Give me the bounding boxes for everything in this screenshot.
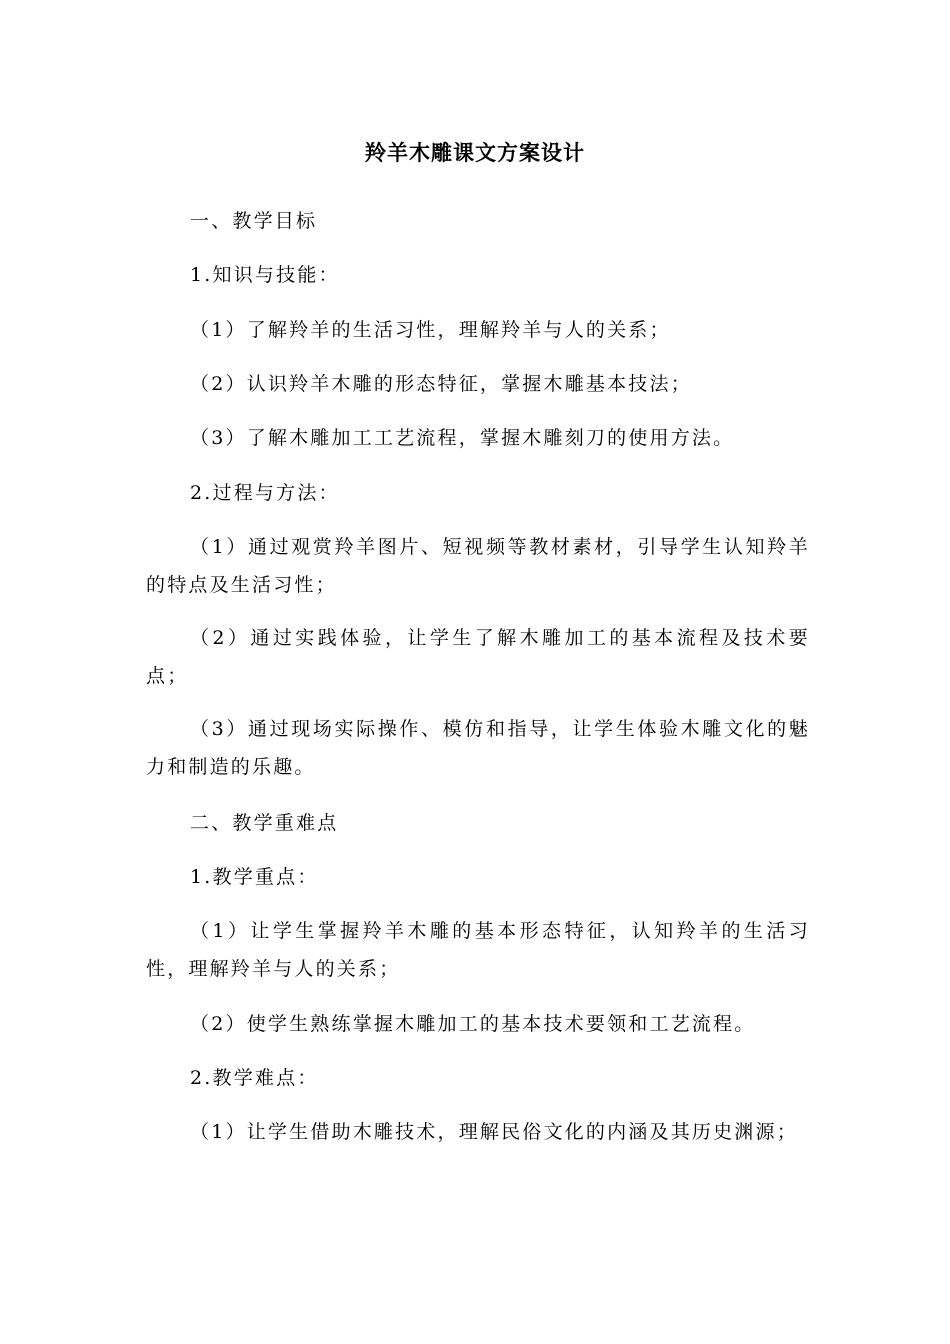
subheading-teaching-difficulty: 2.教学难点： bbox=[190, 1067, 319, 1089]
list-item: （2）认识羚羊木雕的形态特征，掌握木雕基本技法； bbox=[190, 373, 692, 395]
list-item: （1）通过观赏羚羊图片、短视频等教材素材，引导学生认知羚羊的特点及生活习性； bbox=[146, 536, 810, 596]
list-item: （3）了解木雕加工工艺流程，掌握木雕刻刀的使用方法。 bbox=[190, 427, 735, 449]
subheading-process-methods: 2.过程与方法： bbox=[190, 482, 340, 504]
subheading-knowledge-skills: 1.知识与技能： bbox=[190, 264, 340, 286]
list-item: （2）通过实践体验，让学生了解木雕加工的基本流程及技术要点； bbox=[146, 627, 810, 687]
section-heading-key-difficult-points: 二、教学重难点 bbox=[190, 812, 339, 834]
section-heading-teaching-goals: 一、教学目标 bbox=[190, 210, 318, 232]
list-item: （3）通过现场实际操作、模仿和指导，让学生体验木雕文化的魅力和制造的乐趣。 bbox=[146, 718, 810, 778]
list-item: （1）了解羚羊的生活习性，理解羚羊与人的关系； bbox=[190, 319, 671, 341]
subheading-teaching-focus: 1.教学重点： bbox=[190, 866, 319, 888]
document-title: 羚羊木雕课文方案设计 bbox=[365, 141, 585, 165]
list-item: （2）使学生熟练掌握木雕加工的基本技术要领和工艺流程。 bbox=[190, 1013, 756, 1035]
list-item: （1）让学生掌握羚羊木雕的基本形态特征，认知羚羊的生活习性，理解羚羊与人的关系； bbox=[146, 920, 810, 980]
list-item: （1）让学生借助木雕技术，理解民俗文化的内涵及其历史渊源； bbox=[190, 1121, 798, 1143]
